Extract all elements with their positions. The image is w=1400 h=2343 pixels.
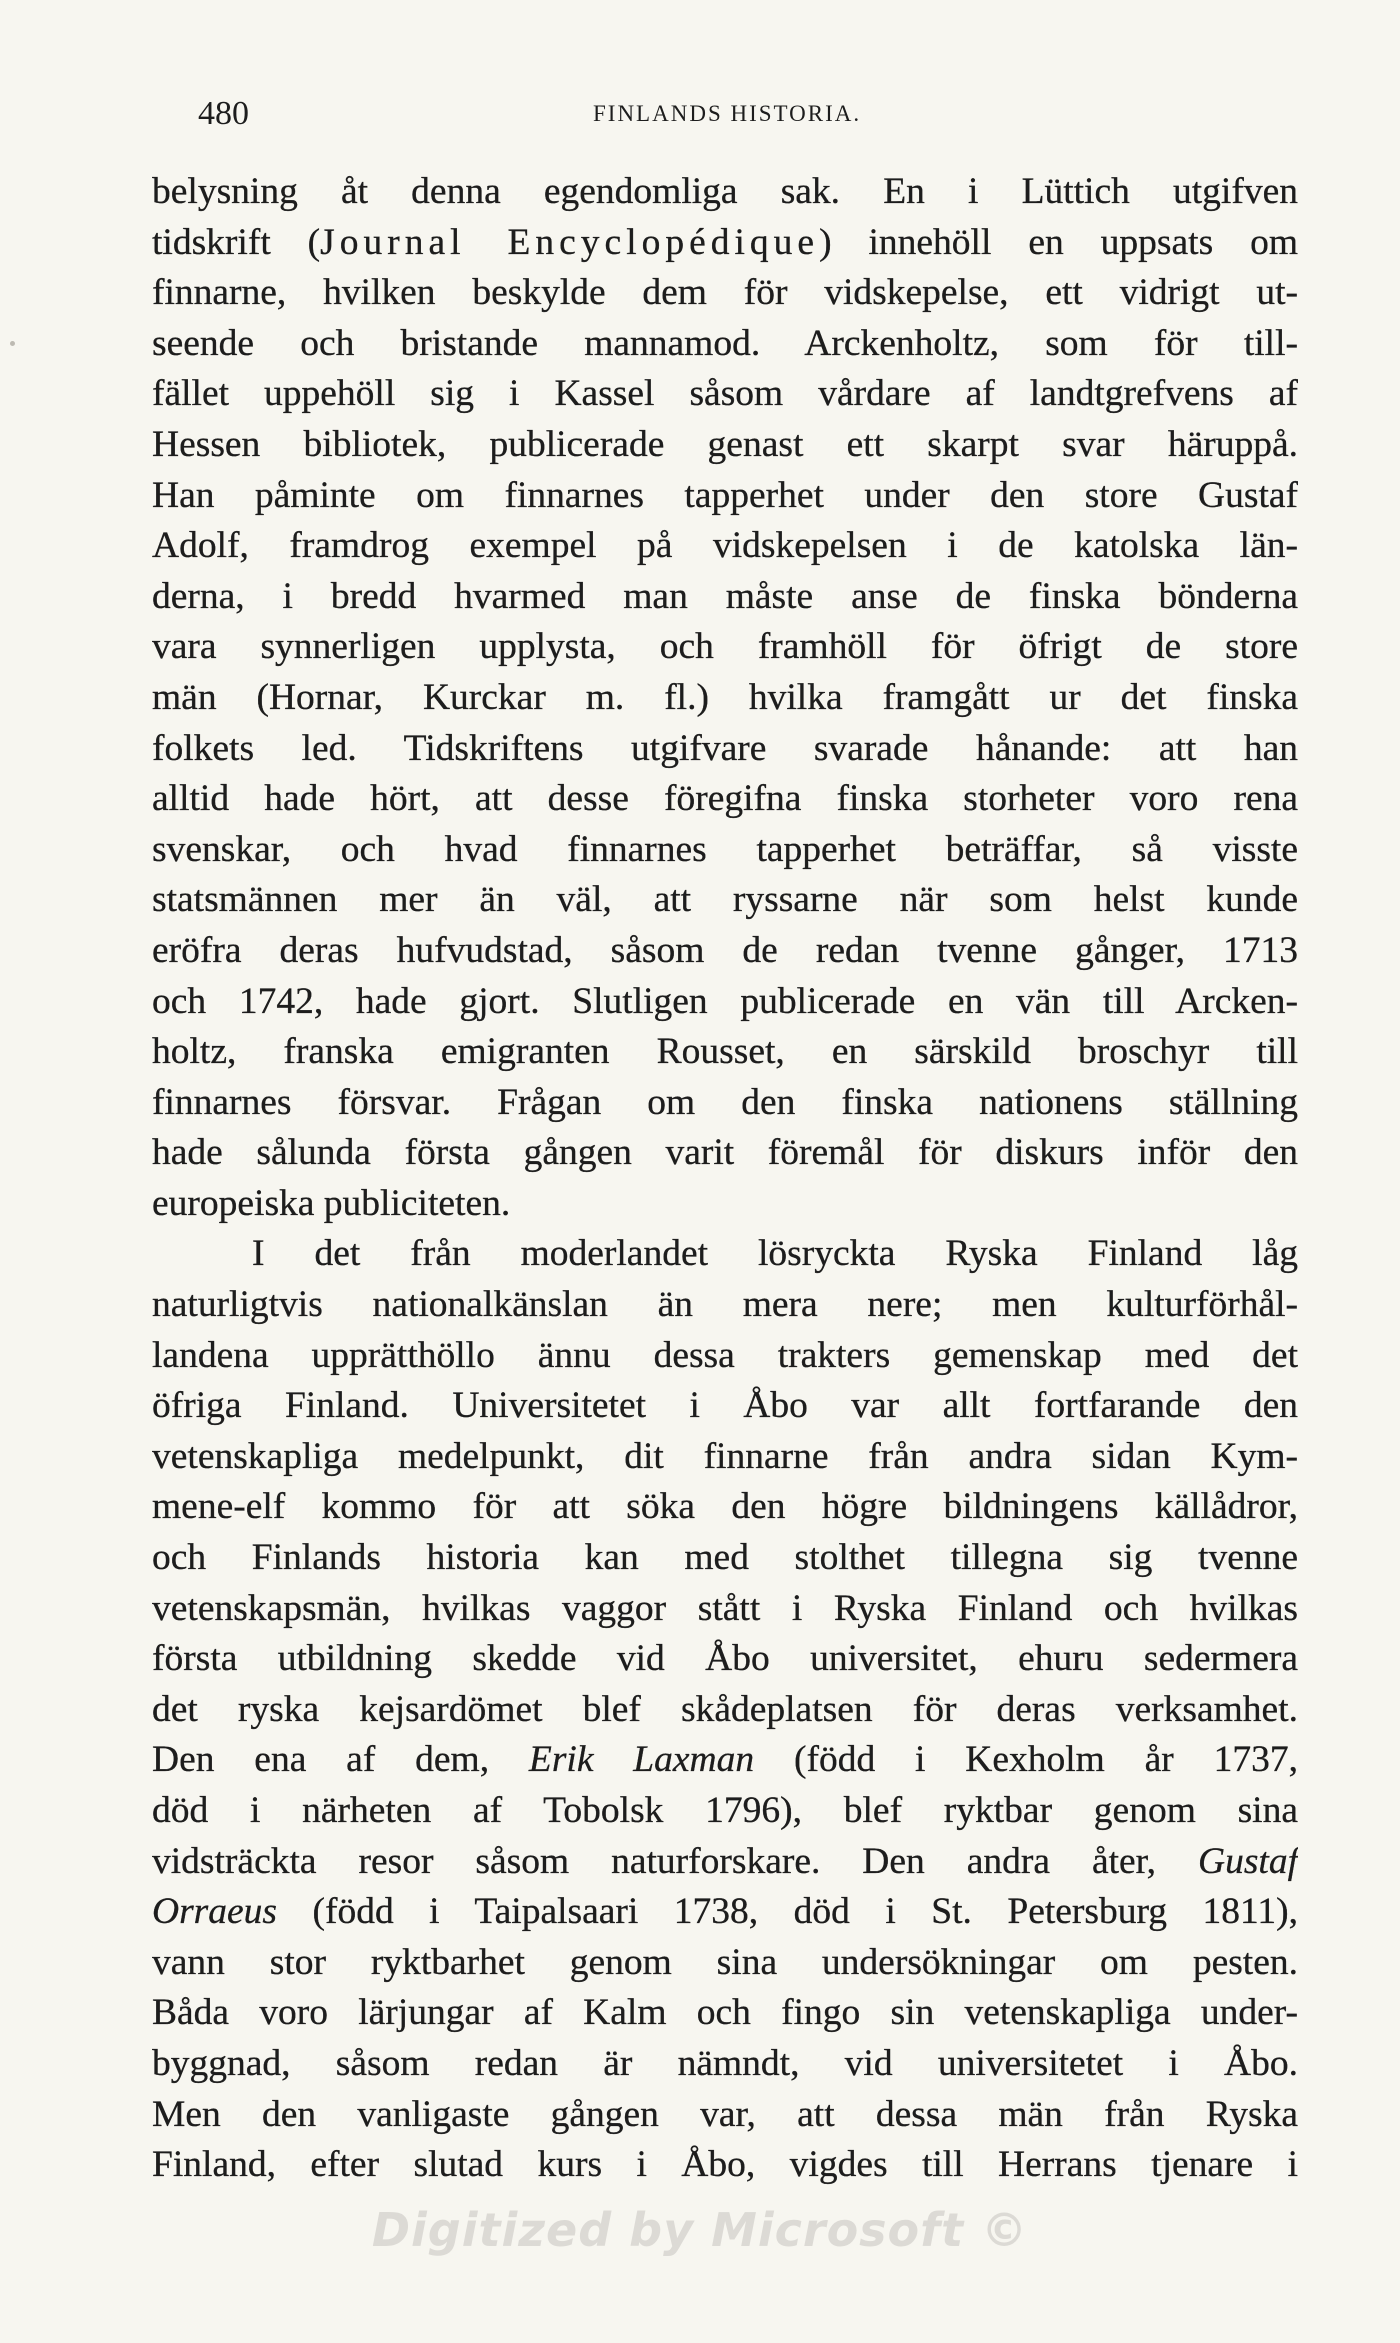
running-head <box>198 90 1298 138</box>
text-line: och 1742, hade gjort. Slutligen publicerade en vän till Arcken- <box>152 980 1298 1022</box>
text-line: finnarne, hvilken beskylde dem för vidskepelse, ett vidrigt ut- <box>152 272 1298 314</box>
text-line: seende och bristande mannamod. Arckenholtz, som för till- <box>152 322 1298 364</box>
page-number: 480 <box>198 95 249 132</box>
text-fragment: (född i Taipalsaari 1738, död i St. Petersburg 1811), <box>277 1891 1298 1933</box>
text-line: statsmännen mer än väl, att ryssarne när som helst kunde <box>152 879 1298 921</box>
text-line: första utbildning skedde vid Åbo universitet, ehuru sedermera <box>152 1638 1298 1680</box>
text-line: vara synnerligen upplysta, och framhöll för öfrigt de store <box>152 626 1298 668</box>
text-line: Båda voro lärjungar af Kalm och fingo sin vetenskapliga under- <box>152 1992 1298 2034</box>
text-line <box>152 1735 1298 1786</box>
text-line: landena upprätthöllo ännu dessa trakters gemenskap med det <box>152 1334 1298 1376</box>
text-fragment: Den ena af dem, <box>152 1739 529 1781</box>
text-line: hade sålunda första gången varit föremål för diskurs inför den <box>152 1132 1298 1174</box>
text-line: mene-elf kommo för att söka den högre bildningens källådror, <box>152 1486 1298 1528</box>
text-fragment: vidsträckta resor såsom naturforskare. Den andra åter, <box>152 1840 1198 1882</box>
text-line <box>152 218 1298 269</box>
running-title: FINLANDS HISTORIA. <box>593 101 862 126</box>
text-line: män (Hornar, Kurckar m. fl.) hvilka framgått ur det finska <box>152 676 1298 718</box>
text-line: vann stor ryktbarhet genom sina undersökningar om pesten. <box>152 1941 1298 1983</box>
text-line: Hessen bibliotek, publicerade genast ett skarpt svar häruppå. <box>152 423 1298 465</box>
text-line: död i närheten af Tobolsk 1796), blef ryktbar genom sina <box>152 1790 1298 1831</box>
text-line: fället uppehöll sig i Kassel såsom vårdare af landtgrefvens af <box>152 373 1298 415</box>
text-line: vetenskapsmän, hvilkas vaggor stått i Ryska Finland och hvilkas <box>152 1587 1298 1629</box>
digitization-watermark: Digitized by Microsoft © <box>371 2203 1029 2257</box>
text-fragment: tidskrift ( <box>152 221 321 263</box>
text-line: derna, i bredd hvarmed man måste anse de finska bönderna <box>152 575 1298 617</box>
text-line: folkets led. Tidskriftens utgifvare svarade hånande: att han <box>152 727 1298 769</box>
text-line <box>152 1837 1298 1888</box>
text-line: Men den vanligaste gången var, att dessa män från Ryska <box>152 2093 1298 2135</box>
person-name-orraeus: Orraeus <box>152 1891 278 1933</box>
body-text <box>152 167 1298 2191</box>
margin-speck <box>10 341 15 346</box>
person-name-gustaf: Gustaf <box>1197 1840 1298 1882</box>
text-line: eröfra deras hufvudstad, såsom de redan tvenne gånger, 1713 <box>152 929 1298 971</box>
paragraph-end-line: europeiska publiciteten. <box>152 1182 511 1224</box>
text-fragment: (född i Kexholm år 1737, <box>754 1739 1298 1781</box>
journal-title: Journal Encyclopédique <box>320 221 820 263</box>
text-line <box>152 1887 1298 1938</box>
text-line: vetenskapliga medelpunkt, dit finnarne från andra sidan Kym- <box>152 1435 1298 1477</box>
text-fragment: ) innehöll en uppsats om <box>819 221 1298 263</box>
text-line: holtz, franska emigranten Rousset, en särskild broschyr till <box>152 1031 1298 1073</box>
person-name-laxman: Erik Laxman <box>528 1739 755 1781</box>
text-line: finnarnes försvar. Frågan om den finska nationens ställning <box>152 1081 1298 1123</box>
text-line: alltid hade hört, att desse föregifna finska storheter voro rena <box>152 778 1298 820</box>
text-line: belysning åt denna egendomliga sak. En i Lüttich utgifven <box>152 171 1298 212</box>
text-line: naturligtvis nationalkänslan än mera nere; men kulturförhål- <box>152 1284 1298 1326</box>
text-line: och Finlands historia kan med stolthet tillegna sig tvenne <box>152 1537 1298 1579</box>
text-line: byggnad, såsom redan är nämndt, vid universitetet i Åbo. <box>152 2042 1298 2084</box>
text-line: Finland, efter slutad kurs i Åbo, vigdes till Herrans tjenare i <box>152 2144 1298 2186</box>
text-line: Han påminte om finnarnes tapperhet under den store Gustaf <box>152 474 1298 516</box>
text-line: det ryska kejsardömet blef skådeplatsen för deras verksamhet. <box>152 1688 1298 1730</box>
text-line: öfriga Finland. Universitetet i Åbo var allt fortfarande den <box>152 1385 1298 1427</box>
text-line: Adolf, framdrog exempel på vidskepelsen i de katolska län- <box>152 525 1298 567</box>
text-line: svenskar, och hvad finnarnes tapperhet beträffar, så visste <box>152 828 1298 870</box>
paragraph-start-line: I det från moderlandet lösryckta Ryska Finland låg <box>252 1233 1298 1275</box>
